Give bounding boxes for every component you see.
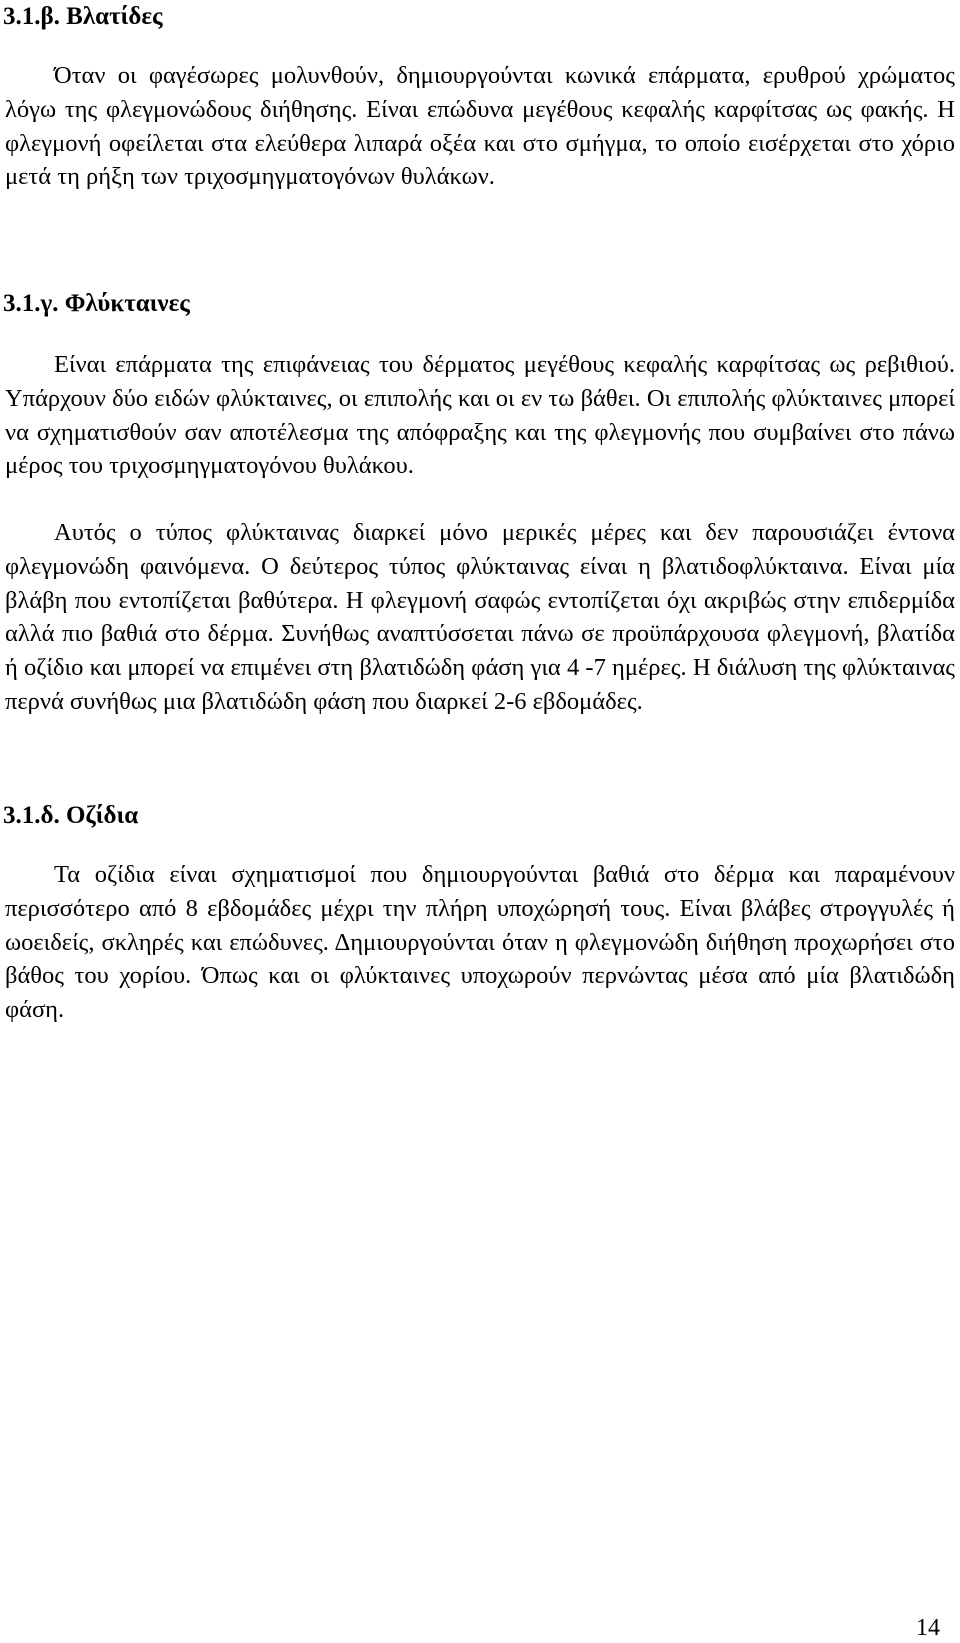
- paragraph-pustules-intro: Είναι επάρματα της επιφάνειας του δέρματος μεγέθους κεφαλής καρφίτσας ως ρεβιθιού. Υπάρχουν δύο ειδών φλύκταινες, οι επιπολής και οι εν τω βάθει. Οι επιπολής φλύκταινες μπορεί να σχηματισθούν σαν αποτέλεσμα της απόφραξης και της φλεγμονής που συμβαίνει στο πάνω μέρος του τριχοσμηγματογόνου θυλάκου.: [5, 351, 955, 480]
- section-heading-papules: 3.1.β. Βλατίδες: [3, 3, 163, 30]
- paragraph-pustules-types: Αυτός ο τύπος φλύκταινας διαρκεί μόνο μερικές μέρες και δεν παρουσιάζει έντονα φλεγμονώδη φαινόμενα. Ο δεύτερος τύπος φλύκταινας είναι η βλατιδοφλύκταινα. Είναι μία βλάβη που εντοπίζεται βαθύτερα. Η φλεγμονή σαφώς εντοπίζεται όχι ακριβώς στην επιδερμίδα αλλά πιο βαθιά στο δέρμα. Συνήθως αναπτύσσεται πάνω σε προϋπάρχουσα φλεγμονή, βλατίδα ή οζίδιο και μπορεί να επιμένει στη βλατιδώδη φάση για 4 -7 ημέρες. Η διάλυση της φλύκταινας περνά συνήθως μια βλατιδώδη φάση που διαρκεί 2-6 εβδομάδες.: [5, 519, 955, 715]
- section-heading-nodules: 3.1.δ. Οζίδια: [3, 802, 139, 829]
- paragraph-papules: Όταν οι φαγέσωρες μολυνθούν, δημιουργούνται κωνικά επάρματα, ερυθρού χρώματος λόγω της φλεγμονώδους διήθησης. Είναι επώδυνα μεγέθους κεφαλής καρφίτσας ως φακής. Η φλεγμονή οφείλεται στα ελεύθερα λιπαρά οξέα και στο σμήγμα, το οποίο εισέρχεται στο χόριο μετά τη ρήξη των τριχοσμηγματογόνων θυλάκων.: [5, 62, 955, 191]
- section-heading-pustules: 3.1.γ. Φλύκταινες: [3, 290, 190, 317]
- page-number: 14: [916, 1615, 940, 1641]
- paragraph-nodules: Τα οζίδια είναι σχηματισμοί που δημιουργούνται βαθιά στο δέρμα και παραμένουν περισσότερο από 8 εβδομάδες μέχρι την πλήρη υποχώρησή τους. Είναι βλάβες στρογγυλές ή ωοειδείς, σκληρές και επώδυνες. Δημιουργούνται όταν η φλεγμονώδη διήθηση προχωρήσει στο βάθος του χορίου. Όπως και οι φλύκταινες υποχωρούν περνώντας μέσα από μία βλατιδώδη φάση.: [5, 861, 955, 1024]
